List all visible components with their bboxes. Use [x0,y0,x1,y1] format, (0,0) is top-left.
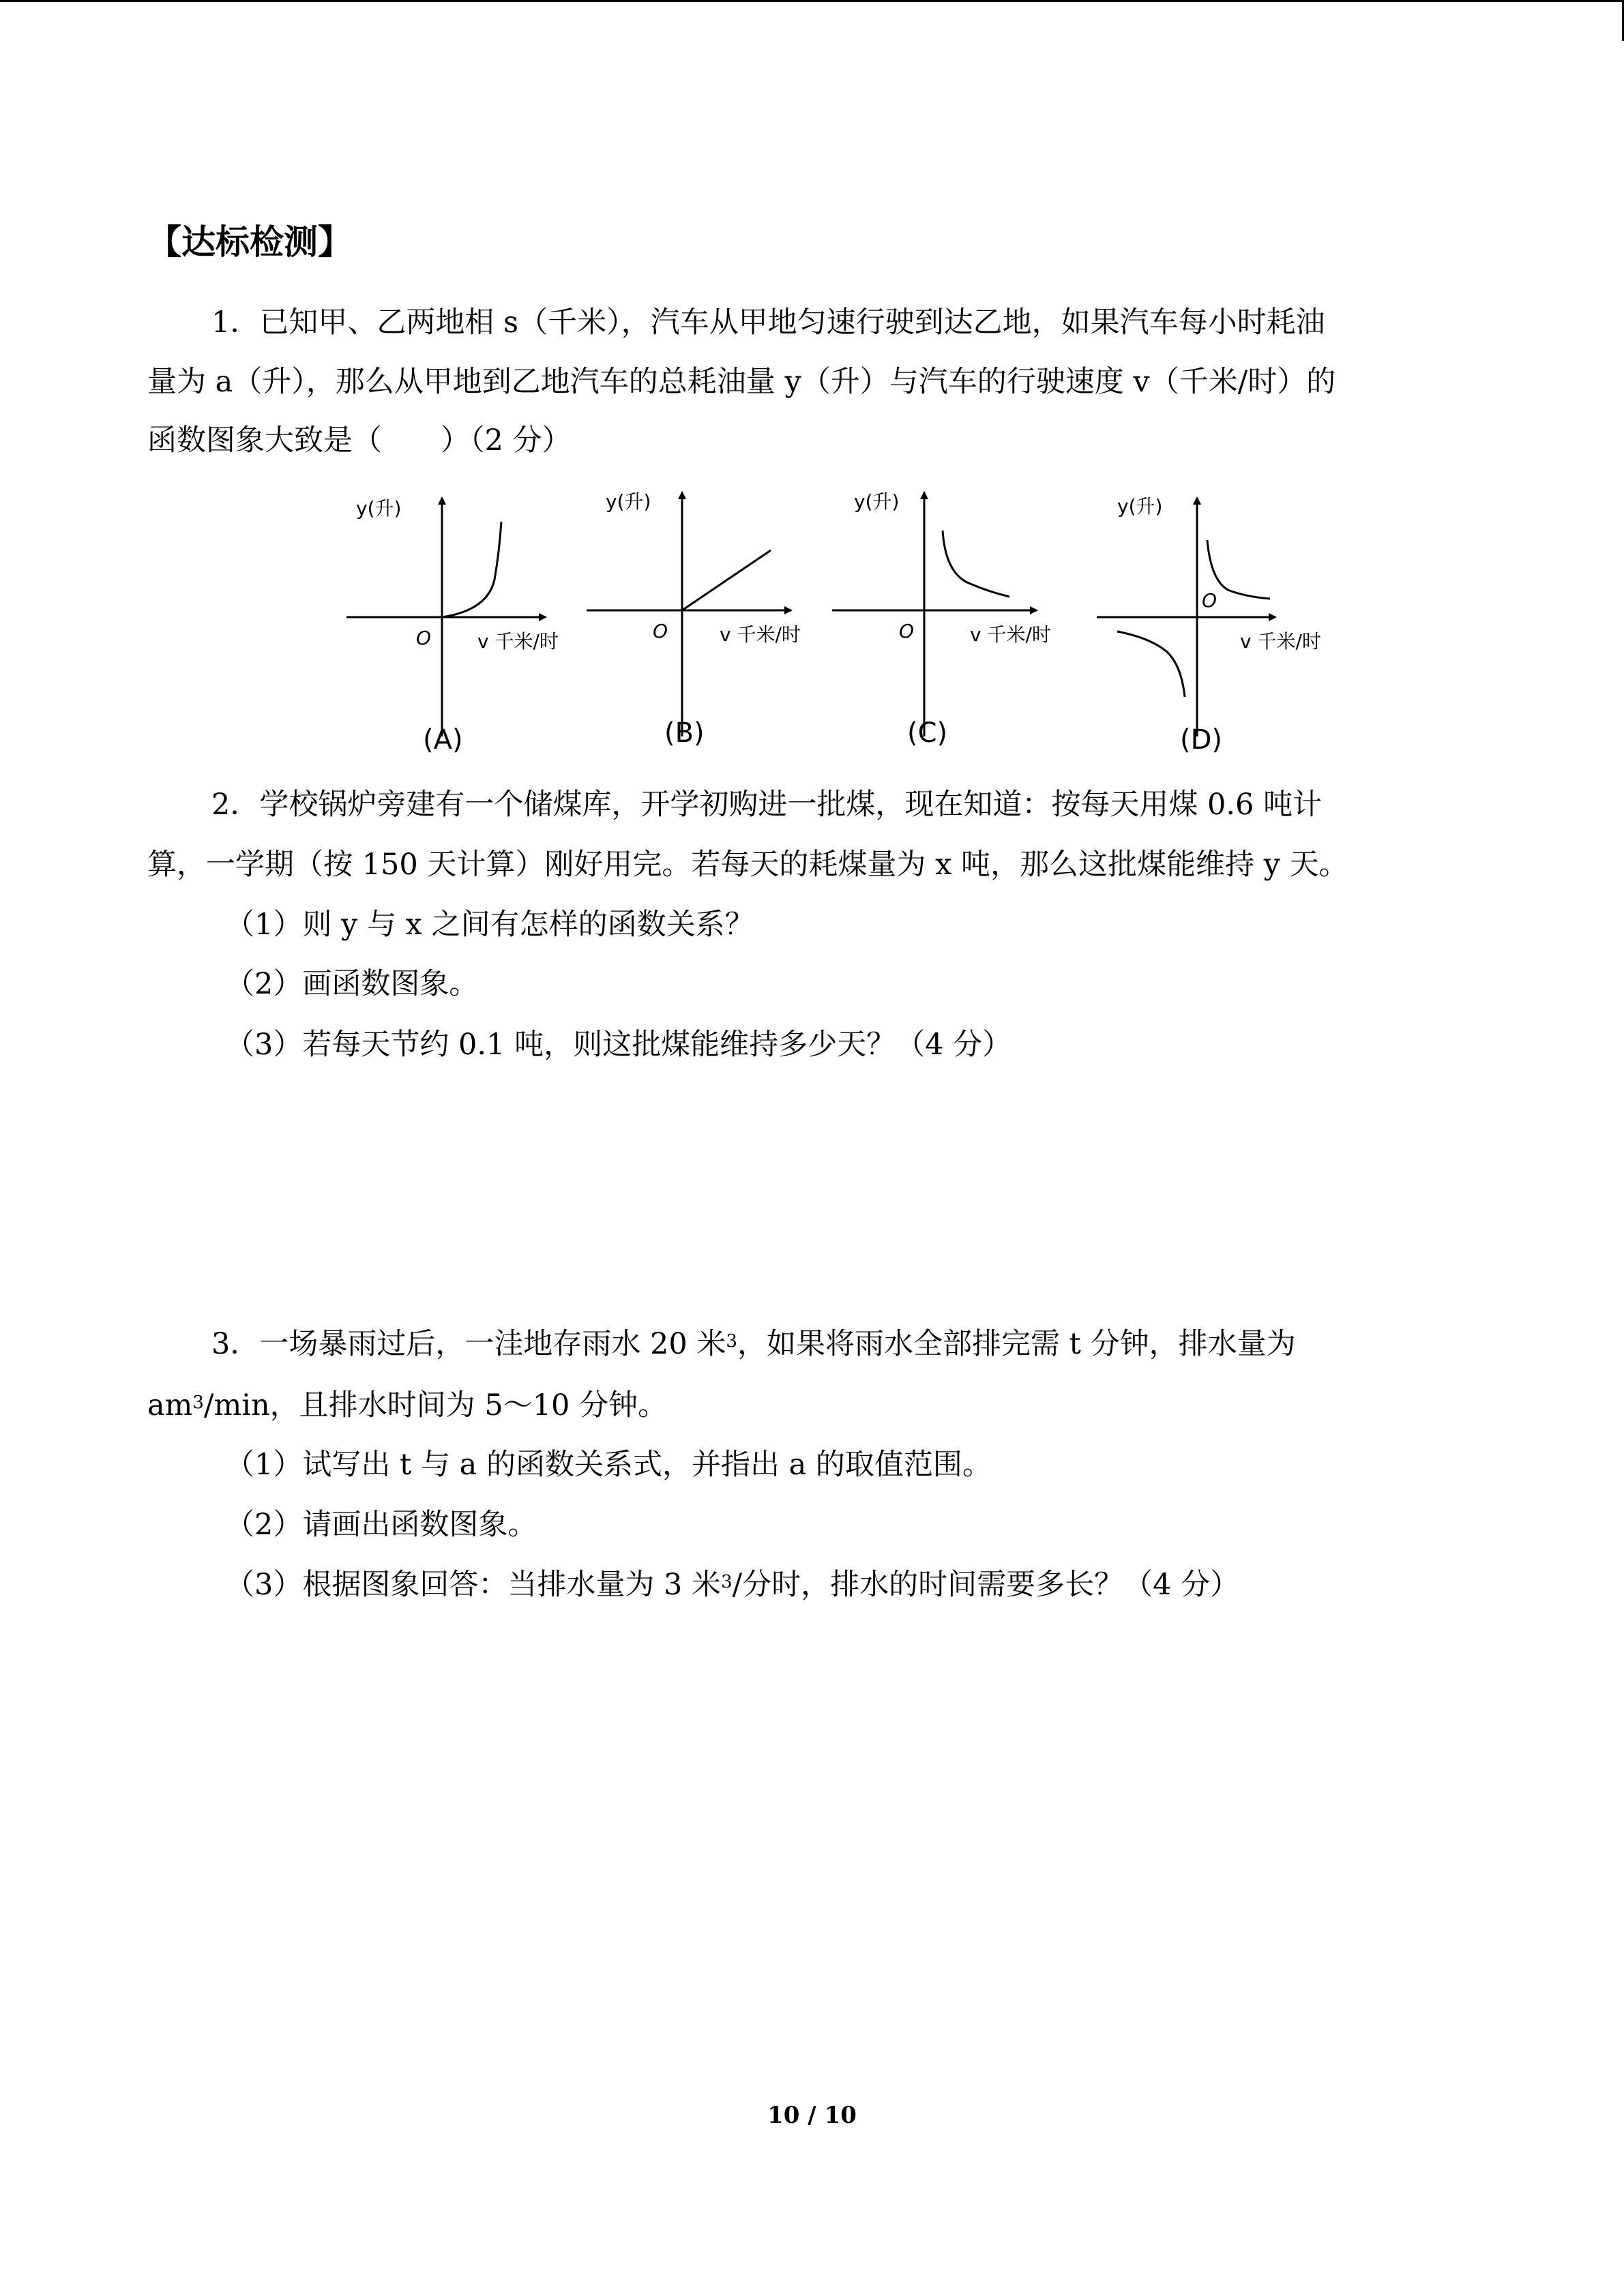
graph-c-option-label: (C) [907,717,948,749]
q3-line-1 [211,1324,1296,1365]
q3-line-2-part-a: am [147,1388,193,1422]
graph-d-origin: O [1202,589,1217,612]
graph-a-y-label: y(升) [356,497,402,520]
graph-c-curve [943,531,1009,597]
page-number: 10 / 10 [767,2102,857,2129]
graph-d-y-label: y(升) [1117,495,1163,518]
graph-d [1097,495,1321,756]
q3-line-1-part-b: ，如果将雨水全部排完需 t 分钟，排水量为 [737,1327,1296,1361]
q3-line-2 [147,1385,667,1426]
q2-line-1: 2．学校锅炉旁建有一个储煤库，开学初购进一批煤，现在知道：按每天用煤 0.6 吨计 [211,788,1323,822]
q3-sub-2: （2）请画出函数图象。 [225,1508,537,1542]
graph-c [832,490,1051,749]
q3-line-1-superscript: 3 [726,1331,737,1352]
graph-d-curve-lower [1117,631,1185,697]
graph-c-x-label: v 千米/时 [970,623,1051,646]
q3-sub-3-superscript: 3 [721,1572,733,1592]
graph-d-x-label: v 千米/时 [1240,630,1321,653]
graph-b [587,490,801,749]
q2-sub-2: （2）画函数图象。 [225,967,479,1001]
section-title: 【达标检测】 [147,222,352,262]
q1-line-1: 1．已知甲、乙两地相 s（千米），汽车从甲地匀速行驶到达乙地，如果汽车每小时耗油 [211,305,1325,340]
q1-option-graphs [341,477,1364,764]
q2-sub-1: （1）则 y 与 x 之间有怎样的函数关系？ [225,908,754,942]
graph-a-curve [442,522,501,617]
q2-line-2: 算，一学期（按 150 天计算）刚好用完。若每天的耗煤量为 x 吨，那么这批煤能维持 y 天。 [147,848,1348,882]
graph-a [346,497,559,756]
q3-line-2-superscript: 3 [192,1392,204,1413]
q3-sub-1: （1）试写出 t 与 a 的函数关系式，并指出 a 的取值范围。 [225,1448,992,1482]
graph-b-origin: O [653,620,668,642]
q1-line-2: 量为 a（升），那么从甲地到乙地汽车的总耗油量 y（升）与汽车的行驶速度 v（千米/时）的 [147,365,1336,399]
graph-b-x-label: v 千米/时 [720,623,801,646]
q3-line-1-part-a: 3．一场暴雨过后，一洼地存雨水 20 米 [211,1327,726,1361]
graph-c-y-label: y(升) [854,490,900,513]
q3-line-2-part-b: /min，且排水时间为 5～10 分钟。 [203,1388,668,1422]
q1-line-3: 函数图象大致是（ ）（2 分） [147,423,572,458]
graph-a-origin: O [416,627,432,649]
q3-sub-3-part-b: /分时，排水的时间需要多长？（4 分） [732,1568,1240,1602]
graph-d-option-label: (D) [1180,724,1223,756]
top-border-line [0,0,1624,2]
q2-sub-3: （3）若每天节约 0.1 吨，则这批煤能维持多少天？（4 分） [225,1028,1012,1062]
graph-a-x-label: v 千米/时 [477,630,559,653]
graph-a-option-label: (A) [423,724,463,756]
graph-b-option-label: (B) [664,717,705,749]
q3-sub-3 [225,1564,1239,1605]
graph-b-line [682,550,771,610]
graph-b-y-label: y(升) [606,490,651,513]
q3-sub-3-part-a: （3）根据图象回答：当排水量为 3 米 [225,1568,722,1602]
graph-c-origin: O [899,620,915,642]
